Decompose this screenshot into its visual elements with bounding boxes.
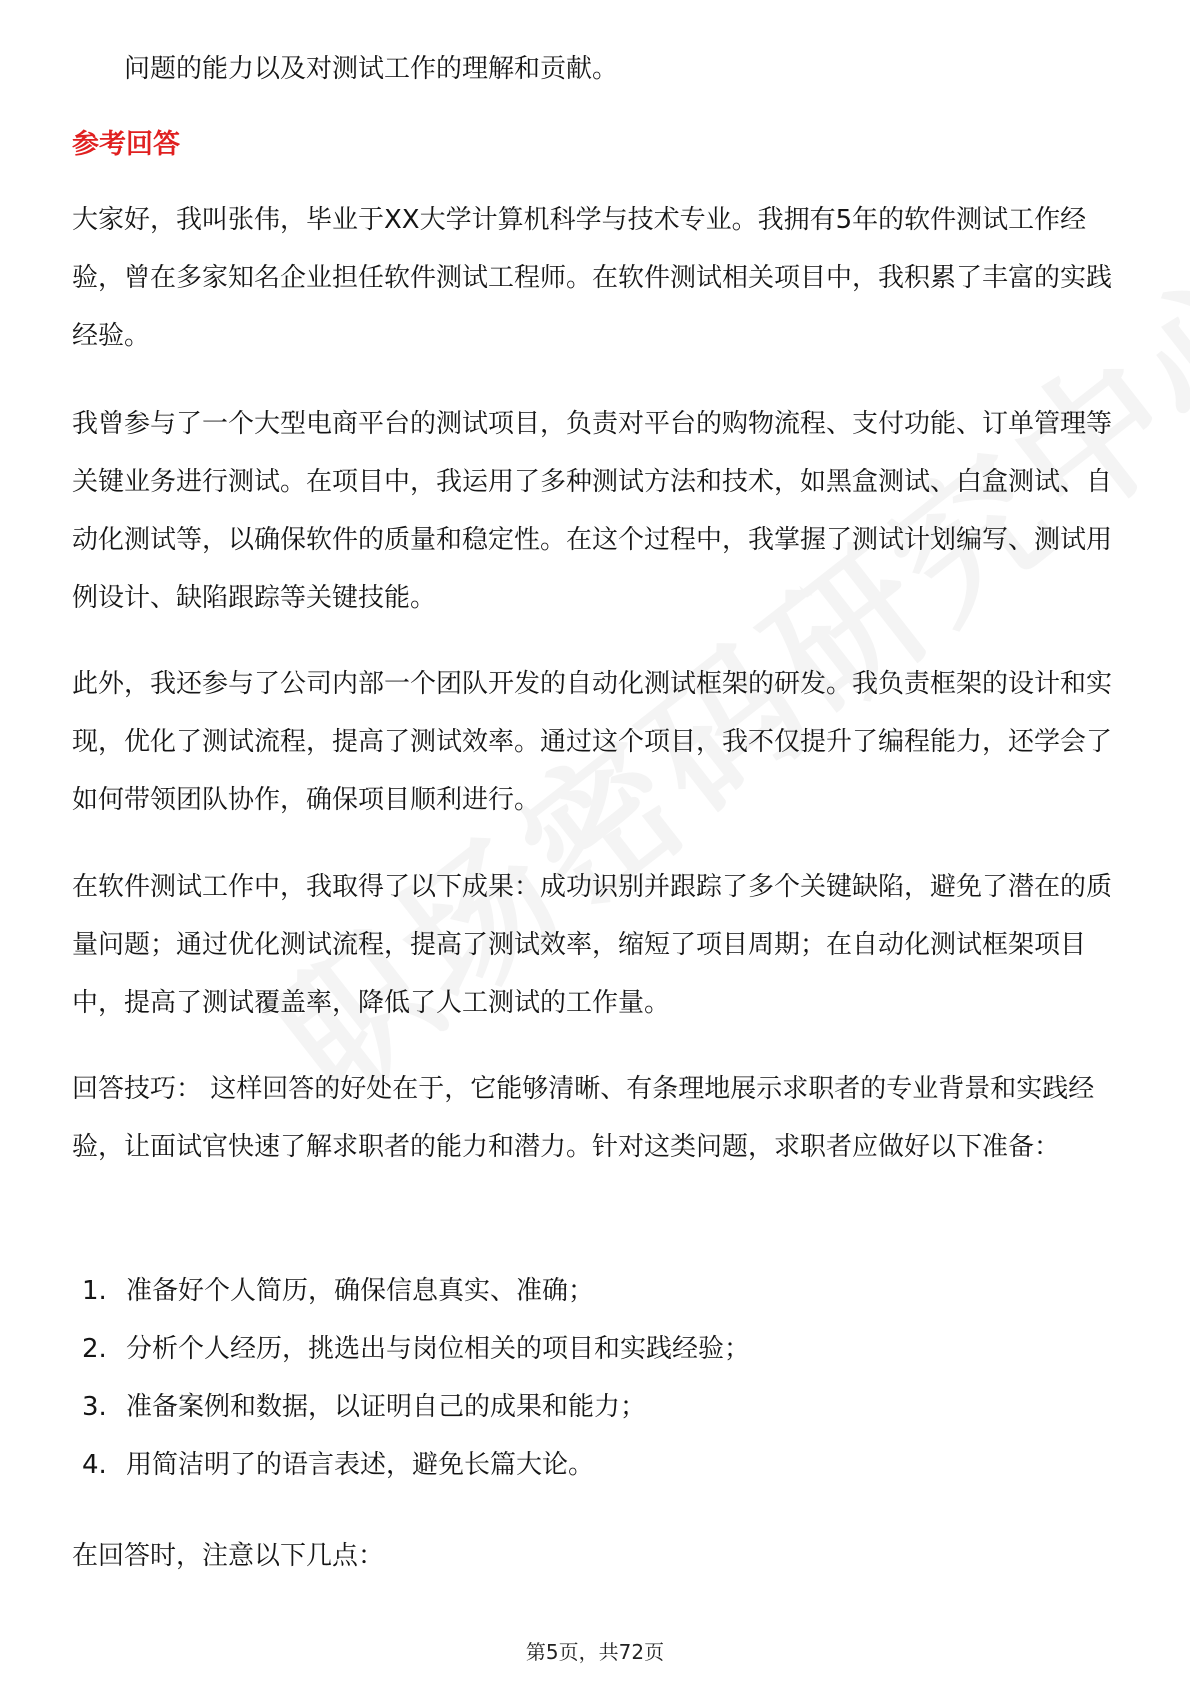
list-item-number: 1. — [82, 1276, 107, 1306]
lead-paragraph: 问题的能力以及对测试工作的理解和贡献。 — [124, 54, 619, 84]
list-item — [82, 1378, 1122, 1436]
list-item — [82, 1436, 1122, 1494]
list-item — [82, 1262, 1122, 1320]
preparation-list — [82, 1262, 1122, 1494]
page-number: 第5页，共72页 — [525, 1640, 665, 1664]
list-item-number: 4. — [82, 1450, 107, 1480]
paragraph-ecommerce-project: 我曾参与了一个大型电商平台的测试项目，负责对平台的购物流程、支付功能、订单管理等关键业务进行测试。在项目中，我运用了多种测试方法和技术，如黑盒测试、白盒测试、自动化测试等，以确保软件的质量和稳定性。在这个过程中，我掌握了测试计划编写、测试用例设计、缺陷跟踪等关键技能。 — [72, 409, 1113, 613]
paragraph-automation-framework: 此外，我还参与了公司内部一个团队开发的自动化测试框架的研发。我负责框架的设计和实现，优化了测试流程，提高了测试效率。通过这个项目，我不仅提升了编程能力，还学会了如何带领团队协作，确保项目顺利进行。 — [72, 669, 1113, 815]
paragraph-notes-intro: 在回答时，注意以下几点： — [72, 1541, 385, 1571]
list-item-number: 2. — [82, 1334, 107, 1364]
list-item-number: 3. — [82, 1392, 107, 1422]
list-item-text: 分析个人经历，挑选出与岗位相关的项目和实践经验； — [126, 1334, 751, 1364]
list-item-text: 用简洁明了的语言表述，避免长篇大论。 — [126, 1450, 595, 1480]
list-item-text: 准备案例和数据，以证明自己的成果和能力； — [126, 1392, 647, 1422]
paragraph-achievements: 在软件测试工作中，我取得了以下成果：成功识别并跟踪了多个关键缺陷，避免了潜在的质量问题；通过优化测试流程，提高了测试效率，缩短了项目周期；在自动化测试框架项目中，提高了测试覆盖率，降低了人工测试的工作量。 — [72, 872, 1113, 1018]
paragraph-answer-tips: 回答技巧： 这样回答的好处在于，它能够清晰、有条理地展示求职者的专业背景和实践经验，让面试官快速了解求职者的能力和潜力。针对这类问题，求职者应做好以下准备： — [72, 1074, 1095, 1162]
paragraph-intro: 大家好，我叫张伟，毕业于XX大学计算机科学与技术专业。我拥有5年的软件测试工作经验，曾在多家知名企业担任软件测试工程师。在软件测试相关项目中，我积累了丰富的实践经验。 — [72, 205, 1113, 351]
list-item-text: 准备好个人简历，确保信息真实、准确； — [126, 1276, 595, 1306]
section-heading: 参考回答 — [72, 129, 180, 160]
list-item — [82, 1320, 1122, 1378]
